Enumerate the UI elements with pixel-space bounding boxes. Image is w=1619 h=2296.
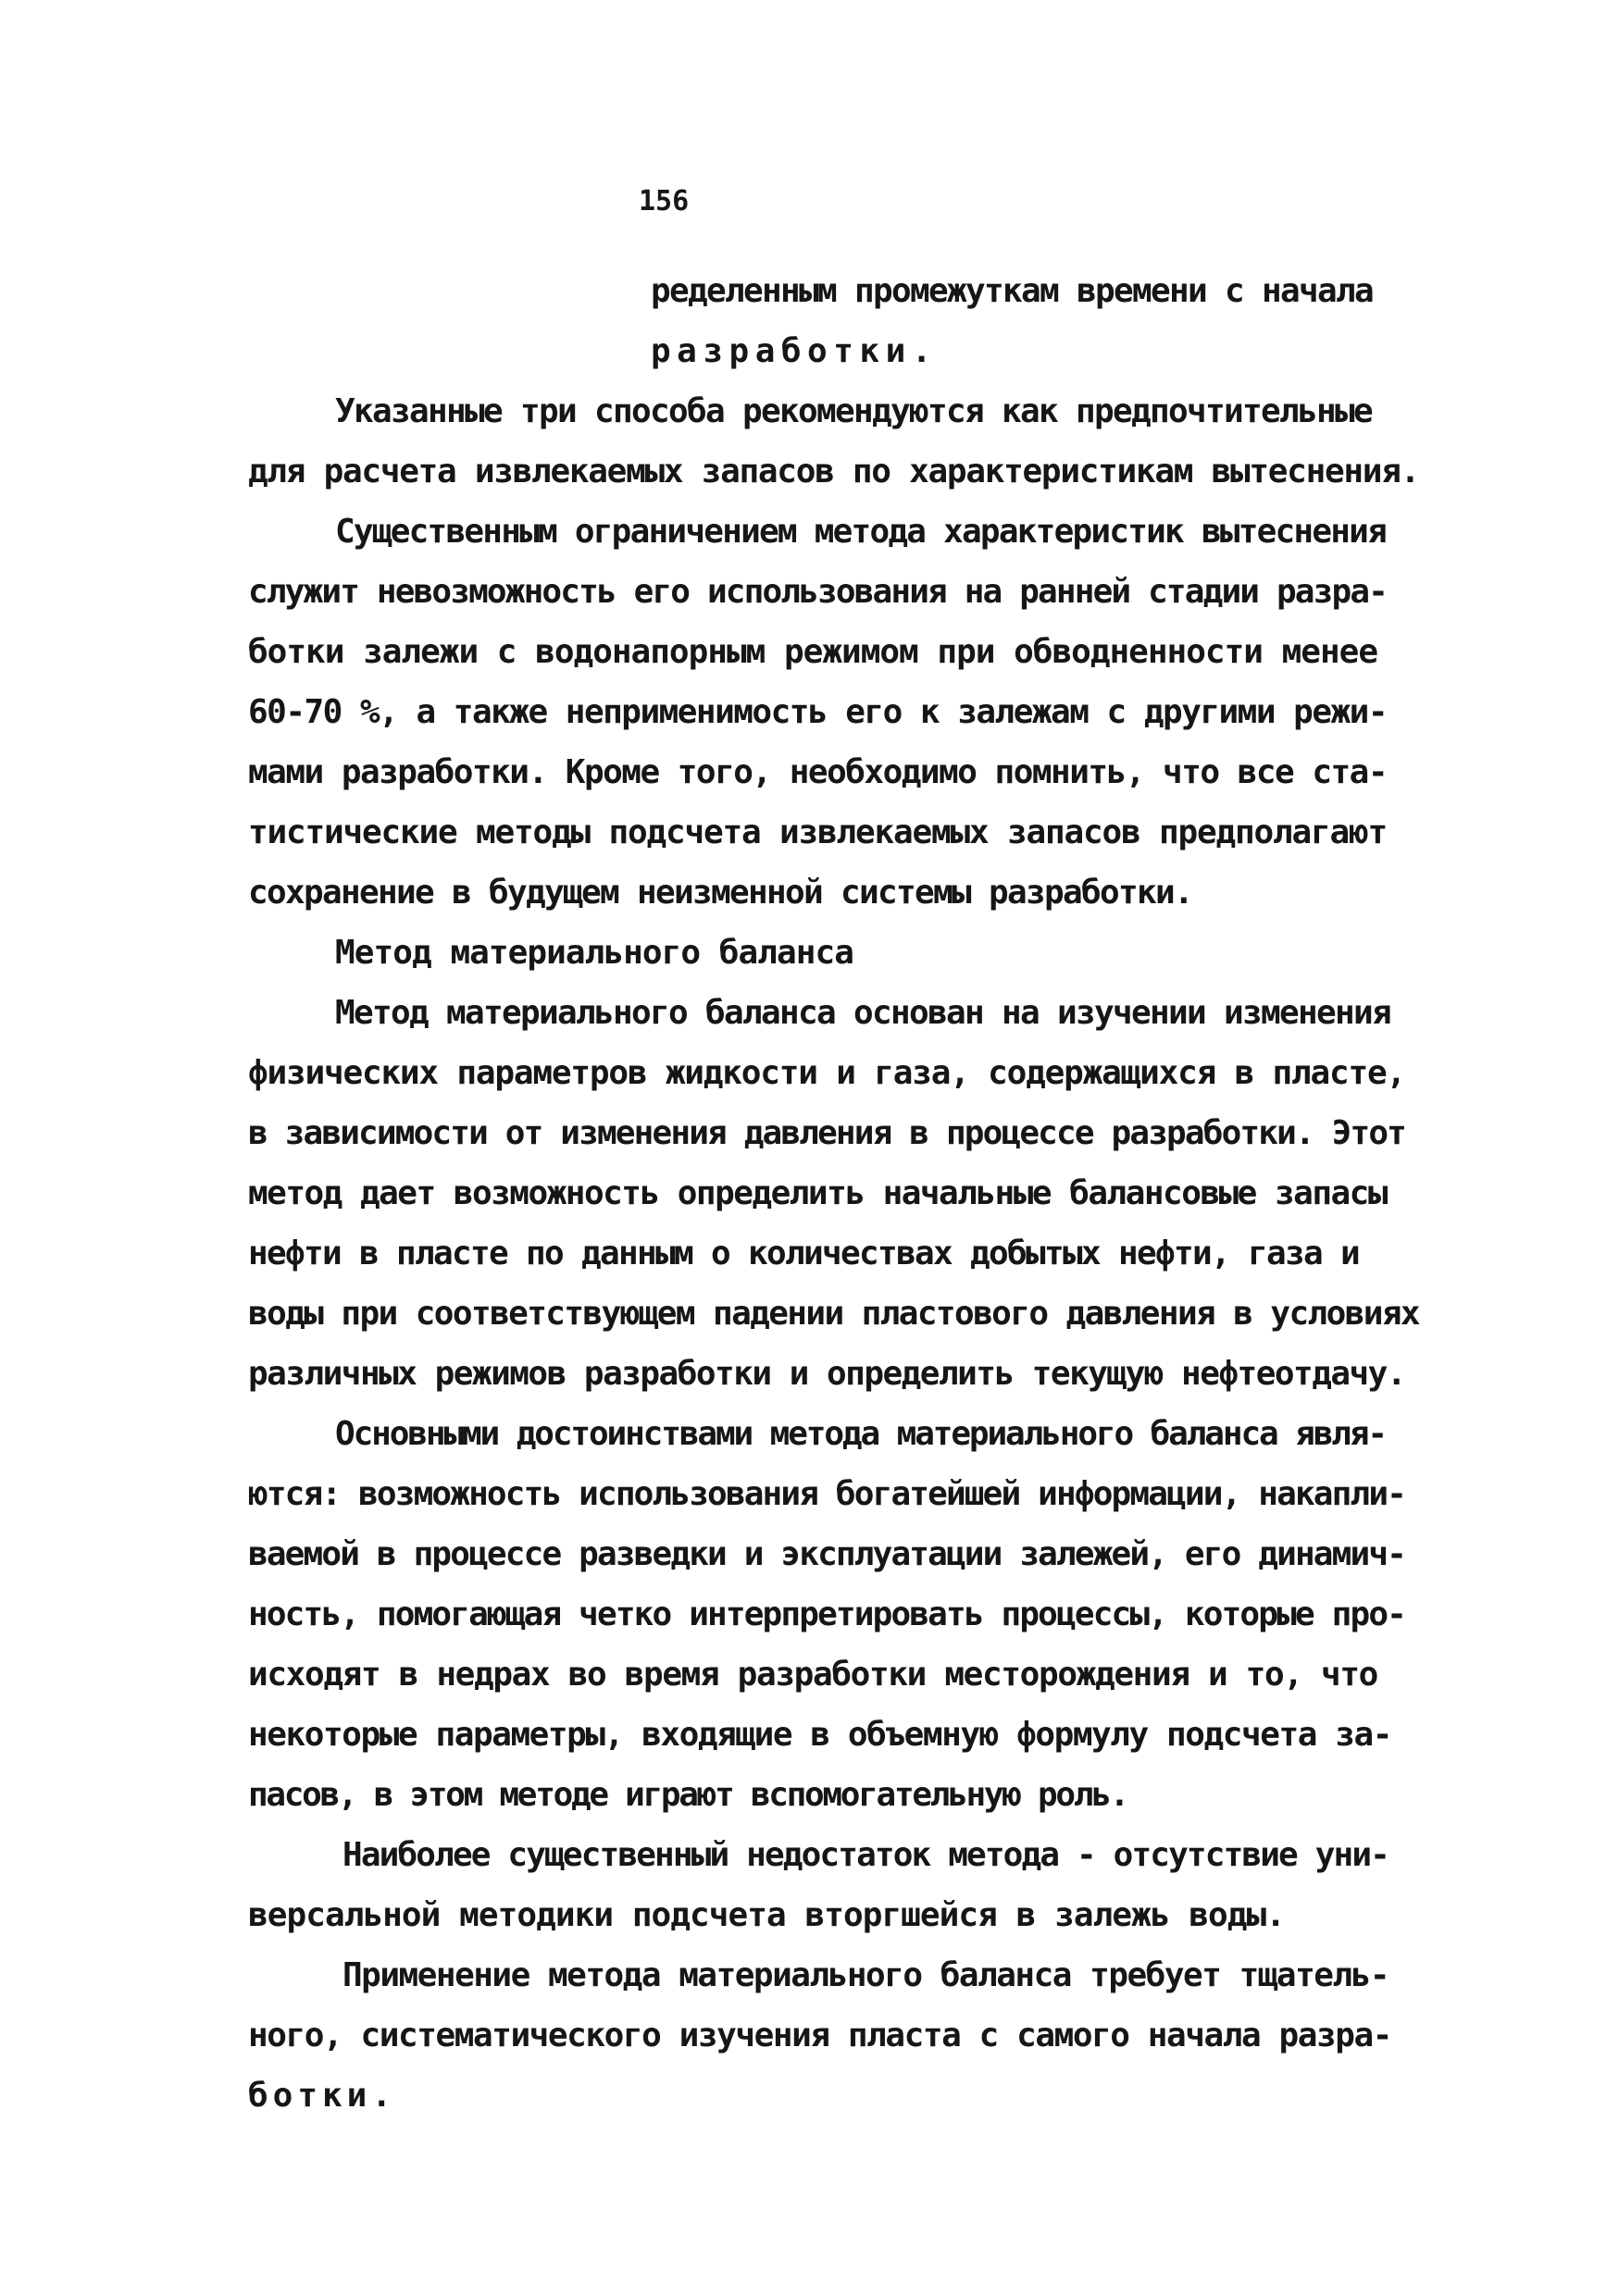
text-line: исходят в недрах во время разработки месторождения и то, что <box>248 1656 1377 1694</box>
text-line: Указанные три способа рекомендуются как предпочтительные <box>335 392 1372 430</box>
text-line: для расчета извлекаемых запасов по характеристикам вытеснения. <box>248 453 1419 490</box>
text-line: ность, помогающая четко интерпретировать процессы, которые про- <box>248 1595 1405 1633</box>
text-line: ботки залежи с водонапорным режимом при обводненности менее <box>248 633 1377 671</box>
text-line: Существенным ограничением метода характеристик вытеснения <box>335 513 1386 551</box>
text-line: нефти в пласте по данным о количествах добытых нефти, газа и <box>248 1235 1359 1272</box>
text-line: ваемой в процессе разведки и эксплуатации залежей, его динамич- <box>248 1535 1405 1573</box>
text-line: мами разработки. Кроме того, необходимо помнить, что все ста- <box>248 753 1387 791</box>
text-line: сохранение в будущем неизменной системы разработки. <box>248 874 1192 912</box>
text-line: физических параметров жидкости и газа, содержащихся в пласте, <box>248 1054 1405 1092</box>
text-line: Наиболее существенный недостаток метода - отсутствие уни- <box>342 1836 1389 1874</box>
text-line: воды при соответствующем падении пластового давления в условиях <box>248 1295 1419 1333</box>
text-line: пасов, в этом методе играют вспомогательную роль. <box>248 1776 1127 1814</box>
section-heading: Метод материального баланса <box>335 934 853 972</box>
text-line: тистические методы подсчета извлекаемых запасов предполагают <box>248 813 1387 851</box>
text-line: ботки. <box>248 2077 396 2115</box>
text-line: ного, систематического изучения пласта с самого начала разра- <box>248 2017 1391 2054</box>
text-line: в зависимости от изменения давления в процессе разработки. Этот <box>248 1114 1405 1152</box>
text-line: Основными достоинствами метода материального баланса явля- <box>335 1415 1386 1453</box>
text-line: Применение метода материального баланса требует тщатель- <box>342 1956 1389 1994</box>
text-line: служит невозможность его использования на ранней стадии разра- <box>248 573 1387 611</box>
text-line: 60-70 %, а также неприменимость его к залежам с другими режи- <box>248 693 1387 731</box>
text-line: различных режимов разработки и определить текущую нефтеотдачу. <box>248 1355 1405 1393</box>
page-number: 156 <box>639 185 690 217</box>
text-line: версальной методики подсчета вторгшейся в залежь воды. <box>248 1896 1285 1934</box>
text-line: Метод материального баланса основан на изучении изменения <box>335 994 1390 1032</box>
text-line: ются: возможность использования богатейшей информации, накапли- <box>248 1475 1405 1513</box>
text-line: некоторые параметры, входящие в объемную формулу подсчета за- <box>248 1716 1391 1754</box>
text-line: метод дает возможность определить начальные балансовые запасы <box>248 1174 1387 1212</box>
text-line: разработки. <box>651 332 938 370</box>
text-line: ределенным промежуткам времени с начала <box>651 272 1373 310</box>
